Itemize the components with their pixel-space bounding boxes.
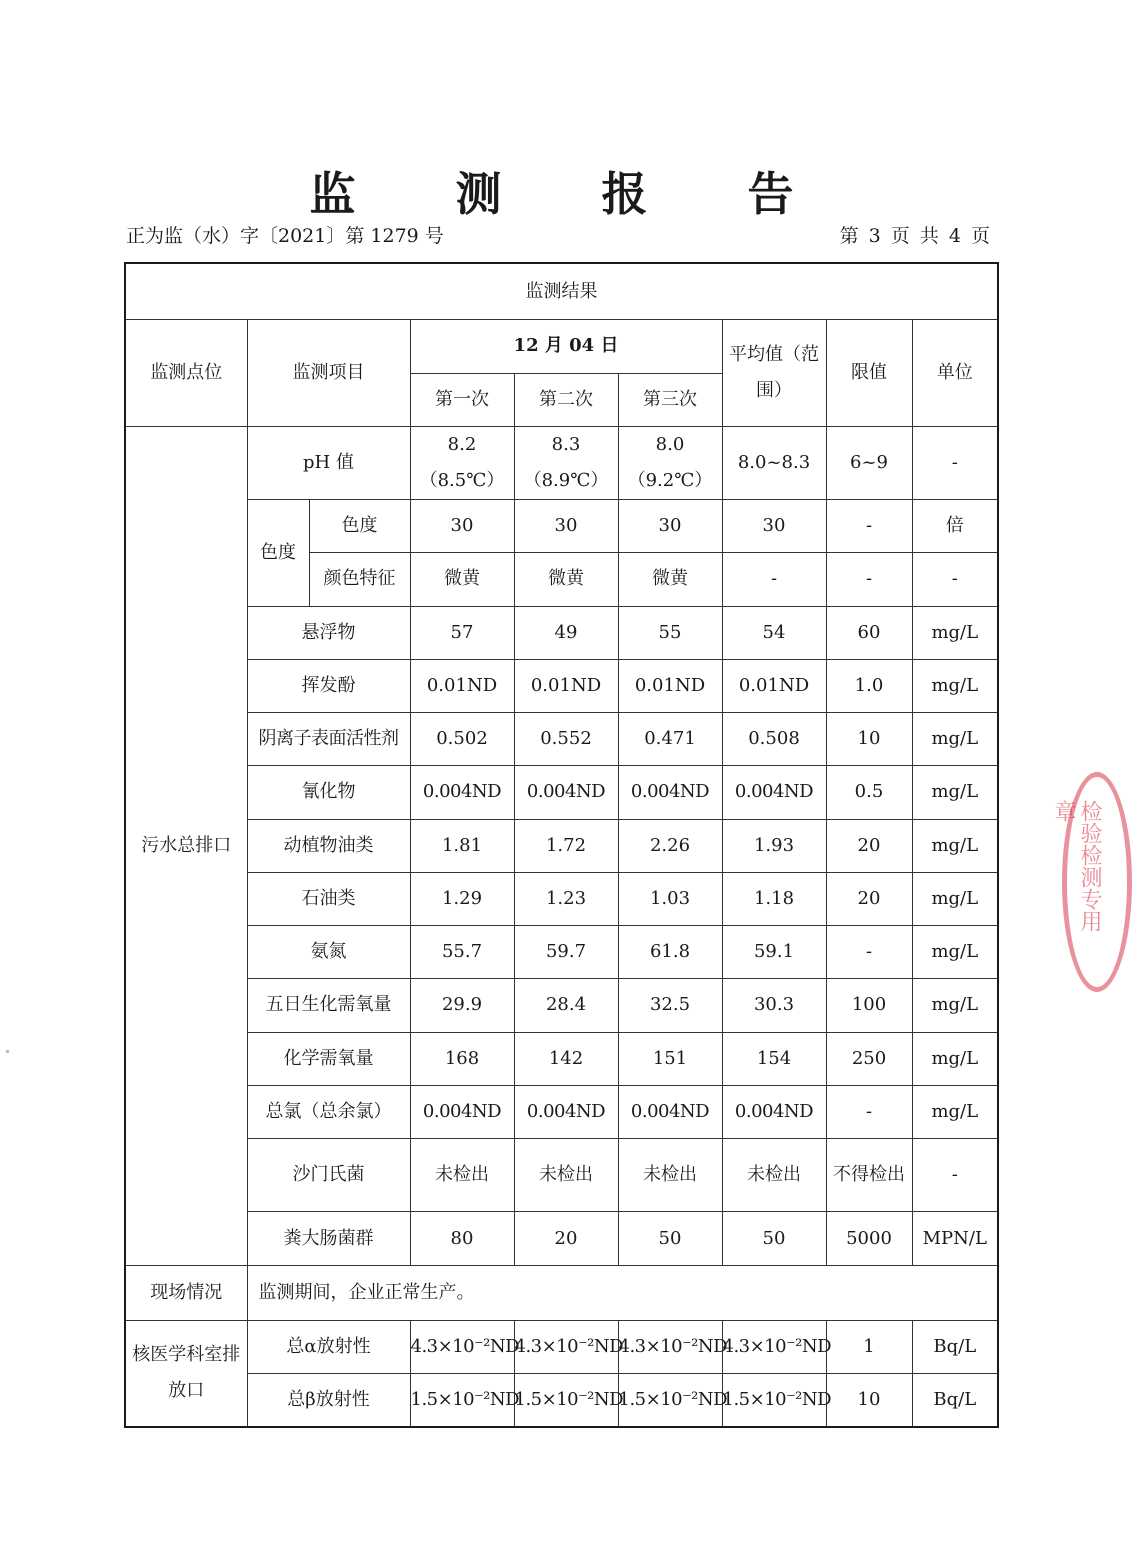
run3-cell: 55 [618, 606, 722, 659]
average-cell: 54 [722, 606, 826, 659]
unit-cell: Bq/L [912, 1320, 998, 1373]
unit-cell: - [912, 553, 998, 606]
run3-cell: 151 [618, 1032, 722, 1085]
run3-cell: 1.5×10⁻²ND [618, 1374, 722, 1427]
unit-cell: mg/L [912, 659, 998, 712]
run2-cell: 8.3（8.9℃） [514, 426, 618, 499]
unit-cell: mg/L [912, 606, 998, 659]
average-cell: 59.1 [722, 926, 826, 979]
table-row [125, 659, 998, 712]
limit-cell: 100 [826, 979, 912, 1032]
run1-cell: 1.5×10⁻²ND [410, 1374, 514, 1427]
item-cell: 五日生化需氧量 [247, 979, 410, 1032]
run3-cell: 1.03 [618, 872, 722, 925]
header-limit: 限值 [826, 320, 912, 427]
average-cell: 30 [722, 500, 826, 553]
average-cell: 1.18 [722, 872, 826, 925]
unit-cell: mg/L [912, 819, 998, 872]
run2-cell: 0.004ND [514, 1085, 618, 1138]
unit-cell: mg/L [912, 713, 998, 766]
unit-cell: mg/L [912, 1032, 998, 1085]
unit-cell: MPN/L [912, 1212, 998, 1265]
run1-cell: 29.9 [410, 979, 514, 1032]
run3-cell: 0.004ND [618, 1085, 722, 1138]
limit-cell: 0.5 [826, 766, 912, 819]
run1-cell: 30 [410, 500, 514, 553]
table-row [125, 1212, 998, 1265]
item-cell: 挥发酚 [247, 659, 410, 712]
limit-cell: - [826, 1085, 912, 1138]
run2-cell: 1.5×10⁻²ND [514, 1374, 618, 1427]
header-run-2: 第二次 [514, 373, 618, 426]
site-situation-label: 现场情况 [125, 1265, 247, 1320]
limit-cell: - [826, 500, 912, 553]
run1-cell: 168 [410, 1032, 514, 1085]
run2-cell: 28.4 [514, 979, 618, 1032]
item-cell: 氨氮 [247, 926, 410, 979]
table-row [125, 713, 998, 766]
table-caption: 监测结果 [125, 263, 998, 320]
run3-cell: 8.0（9.2℃） [618, 426, 722, 499]
header-unit: 单位 [912, 320, 998, 427]
item-cell: 总β放射性 [247, 1374, 410, 1427]
report-title: 监 测 报 告 [309, 167, 836, 221]
run3-cell: 0.01ND [618, 659, 722, 712]
run2-cell: 49 [514, 606, 618, 659]
item-cell: 氰化物 [247, 766, 410, 819]
site-situation-text: 监测期间，企业正常生产。 [247, 1265, 998, 1320]
run2-cell: 0.552 [514, 713, 618, 766]
limit-cell: - [826, 553, 912, 606]
average-cell: 0.01ND [722, 659, 826, 712]
table-row [125, 1320, 998, 1373]
run3-cell: 2.26 [618, 819, 722, 872]
run3-cell: 未检出 [618, 1139, 722, 1212]
run2-cell: 1.23 [514, 872, 618, 925]
limit-cell: 1.0 [826, 659, 912, 712]
run1-cell: 0.004ND [410, 766, 514, 819]
run1-cell: 未检出 [410, 1139, 514, 1212]
unit-cell: - [912, 1139, 998, 1212]
site-situation-row [125, 1265, 998, 1320]
header-run-3: 第三次 [618, 373, 722, 426]
limit-cell: 10 [826, 713, 912, 766]
run2-cell: 142 [514, 1032, 618, 1085]
run1-cell: 4.3×10⁻²ND [410, 1320, 514, 1373]
run3-cell: 0.004ND [618, 766, 722, 819]
average-cell: 1.5×10⁻²ND [722, 1374, 826, 1427]
run1-cell: 80 [410, 1212, 514, 1265]
limit-cell: 60 [826, 606, 912, 659]
item-cell: pH 值 [247, 426, 410, 499]
item-cell: 色度 [309, 500, 410, 553]
limit-cell: 6~9 [826, 426, 912, 499]
item-cell: 化学需氧量 [247, 1032, 410, 1085]
item-cell: 颜色特征 [309, 553, 410, 606]
average-cell: 1.93 [722, 819, 826, 872]
item-cell: 粪大肠菌群 [247, 1212, 410, 1265]
document-number: 正为监（水）字〔2021〕第 1279 号 [126, 225, 444, 247]
limit-cell: 5000 [826, 1212, 912, 1265]
unit-cell: mg/L [912, 926, 998, 979]
run2-cell: 1.72 [514, 819, 618, 872]
limit-cell: 20 [826, 819, 912, 872]
run1-cell: 0.004ND [410, 1085, 514, 1138]
table-row [125, 1139, 998, 1212]
table-row [125, 1032, 998, 1085]
monitoring-results-table [124, 262, 999, 1428]
unit-cell: - [912, 426, 998, 499]
run1-cell: 1.29 [410, 872, 514, 925]
average-cell: 8.0~8.3 [722, 426, 826, 499]
table-row [125, 606, 998, 659]
limit-cell: 250 [826, 1032, 912, 1085]
item-cell: 总氯（总余氯） [247, 1085, 410, 1138]
table-row [125, 819, 998, 872]
header-point: 监测点位 [125, 320, 247, 427]
table-row [125, 1374, 998, 1427]
run1-cell: 57 [410, 606, 514, 659]
run3-cell: 32.5 [618, 979, 722, 1032]
unit-cell: mg/L [912, 1085, 998, 1138]
run3-cell: 0.471 [618, 713, 722, 766]
header-average: 平均值（范围） [722, 320, 826, 427]
point-cell: 污水总排口 [125, 426, 247, 1265]
run3-cell: 4.3×10⁻²ND [618, 1320, 722, 1373]
run1-cell: 0.502 [410, 713, 514, 766]
average-cell: 0.004ND [722, 766, 826, 819]
limit-cell: - [826, 926, 912, 979]
run2-cell: 0.01ND [514, 659, 618, 712]
run3-cell: 61.8 [618, 926, 722, 979]
table-row [125, 766, 998, 819]
table-row [125, 926, 998, 979]
nuclear-point-cell: 核医学科室排放口 [125, 1320, 247, 1427]
unit-cell: mg/L [912, 872, 998, 925]
average-cell: 30.3 [722, 979, 826, 1032]
average-cell: 未检出 [722, 1139, 826, 1212]
run1-cell: 0.01ND [410, 659, 514, 712]
run2-cell: 30 [514, 500, 618, 553]
table-row [125, 979, 998, 1032]
unit-cell: mg/L [912, 979, 998, 1032]
item-cell: 悬浮物 [247, 606, 410, 659]
page-indicator: 第 3 页 共 4 页 [839, 225, 990, 247]
item-cell: 阴离子表面活性剂 [247, 713, 410, 766]
limit-cell: 20 [826, 872, 912, 925]
item-cell: 动植物油类 [247, 819, 410, 872]
unit-cell: 倍 [912, 500, 998, 553]
average-cell: 50 [722, 1212, 826, 1265]
average-cell: 0.508 [722, 713, 826, 766]
header-run-1: 第一次 [410, 373, 514, 426]
item-cell: 沙门氏菌 [247, 1139, 410, 1212]
table-row [125, 872, 998, 925]
run1-cell: 微黄 [410, 553, 514, 606]
run3-cell: 50 [618, 1212, 722, 1265]
table-row [125, 426, 998, 499]
item-cell: 石油类 [247, 872, 410, 925]
item-cell: 总α放射性 [247, 1320, 410, 1373]
table-row [125, 500, 998, 553]
run2-cell: 59.7 [514, 926, 618, 979]
scan-speck [6, 1050, 9, 1053]
header-date: 12 月 04 日 [410, 320, 722, 373]
run1-cell: 55.7 [410, 926, 514, 979]
unit-cell: mg/L [912, 766, 998, 819]
run2-cell: 未检出 [514, 1139, 618, 1212]
average-cell: - [722, 553, 826, 606]
run2-cell: 0.004ND [514, 766, 618, 819]
limit-cell: 不得检出 [826, 1139, 912, 1212]
limit-cell: 1 [826, 1320, 912, 1373]
color-group-cell: 色度 [247, 500, 309, 607]
average-cell: 4.3×10⁻²ND [722, 1320, 826, 1373]
run2-cell: 20 [514, 1212, 618, 1265]
stamp-text: 检验检测专用章 [1051, 800, 1102, 932]
run3-cell: 30 [618, 500, 722, 553]
run2-cell: 4.3×10⁻²ND [514, 1320, 618, 1373]
header-item: 监测项目 [247, 320, 410, 427]
run1-cell: 8.2（8.5℃） [410, 426, 514, 499]
table-row [125, 1085, 998, 1138]
average-cell: 0.004ND [722, 1085, 826, 1138]
unit-cell: Bq/L [912, 1374, 998, 1427]
run2-cell: 微黄 [514, 553, 618, 606]
run3-cell: 微黄 [618, 553, 722, 606]
average-cell: 154 [722, 1032, 826, 1085]
limit-cell: 10 [826, 1374, 912, 1427]
run1-cell: 1.81 [410, 819, 514, 872]
